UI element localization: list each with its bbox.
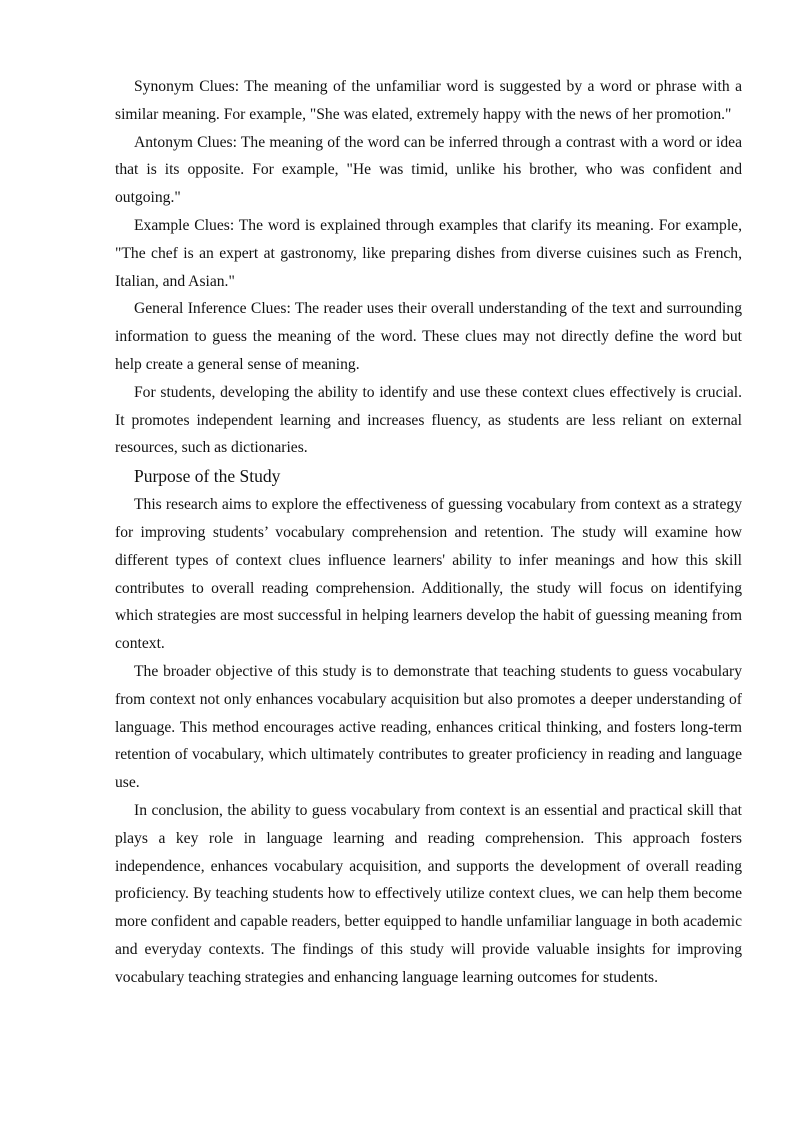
section-heading-purpose: Purpose of the Study (134, 466, 281, 487)
paragraph-general-inference-clues: General Inference Clues: The reader uses their overall understanding of the text and surrounding information to guess the meaning of the word. These clues may not directly define the word but help create a general sense of meaning. (115, 300, 742, 373)
paragraph-research-aims: This research aims to explore the effectiveness of guessing vocabulary from context as a strategy for improving students’ vocabulary comprehension and retention. The study will examine how different types of context clues influence learners' ability to infer meanings and how this skill contributes to overall reading comprehension. Additionally, the study will focus on identifying which strategies are most successful in helping learners develop the habit of guessing meaning from context. (115, 496, 742, 653)
paragraph-conclusion: In conclusion, the ability to guess vocabulary from context is an essential and practical skill that plays a key role in language learning and reading comprehension. This approach fosters independence, enhances vocabulary acquisition, and supports the development of overall reading proficiency. By teaching students how to effectively utilize context clues, we can help them become more confident and capable readers, better equipped to handle unfamiliar language in both academic and everyday contexts. The findings of this study will provide valuable insights for improving vocabulary teaching strategies and enhancing language learning outcomes for students. (115, 801, 742, 986)
paragraph-broader-objective: The broader objective of this study is to demonstrate that teaching students to guess vocabulary from context not only enhances vocabulary acquisition but also promotes a deeper understanding of language. This method encourages active reading, enhances critical thinking, and fosters long-term retention of vocabulary, which ultimately contributes to greater proficiency in reading and language use. (115, 662, 742, 792)
paragraph-students-context-clues: For students, developing the ability to identify and use these context clues effectively is crucial. It promotes independent learning and increases fluency, as students are less reliant on external resources, such as dictionaries. (115, 383, 742, 457)
document-page (115, 73, 742, 992)
paragraph-example-clues: Example Clues: The word is explained through examples that clarify its meaning. For example, "The chef is an expert at gastronomy, like preparing dishes from diverse cuisines such as French, Italian, and Asian." (115, 216, 742, 290)
paragraph-synonym-clues: Synonym Clues: The meaning of the unfamiliar word is suggested by a word or phrase with a similar meaning. For example, "She was elated, extremely happy with the news of her promotion." (115, 78, 742, 123)
paragraph-antonym-clues: Antonym Clues: The meaning of the word can be inferred through a contrast with a word or idea that is its opposite. For example, "He was timid, unlike his brother, who was confident and outgoing." (115, 133, 742, 207)
